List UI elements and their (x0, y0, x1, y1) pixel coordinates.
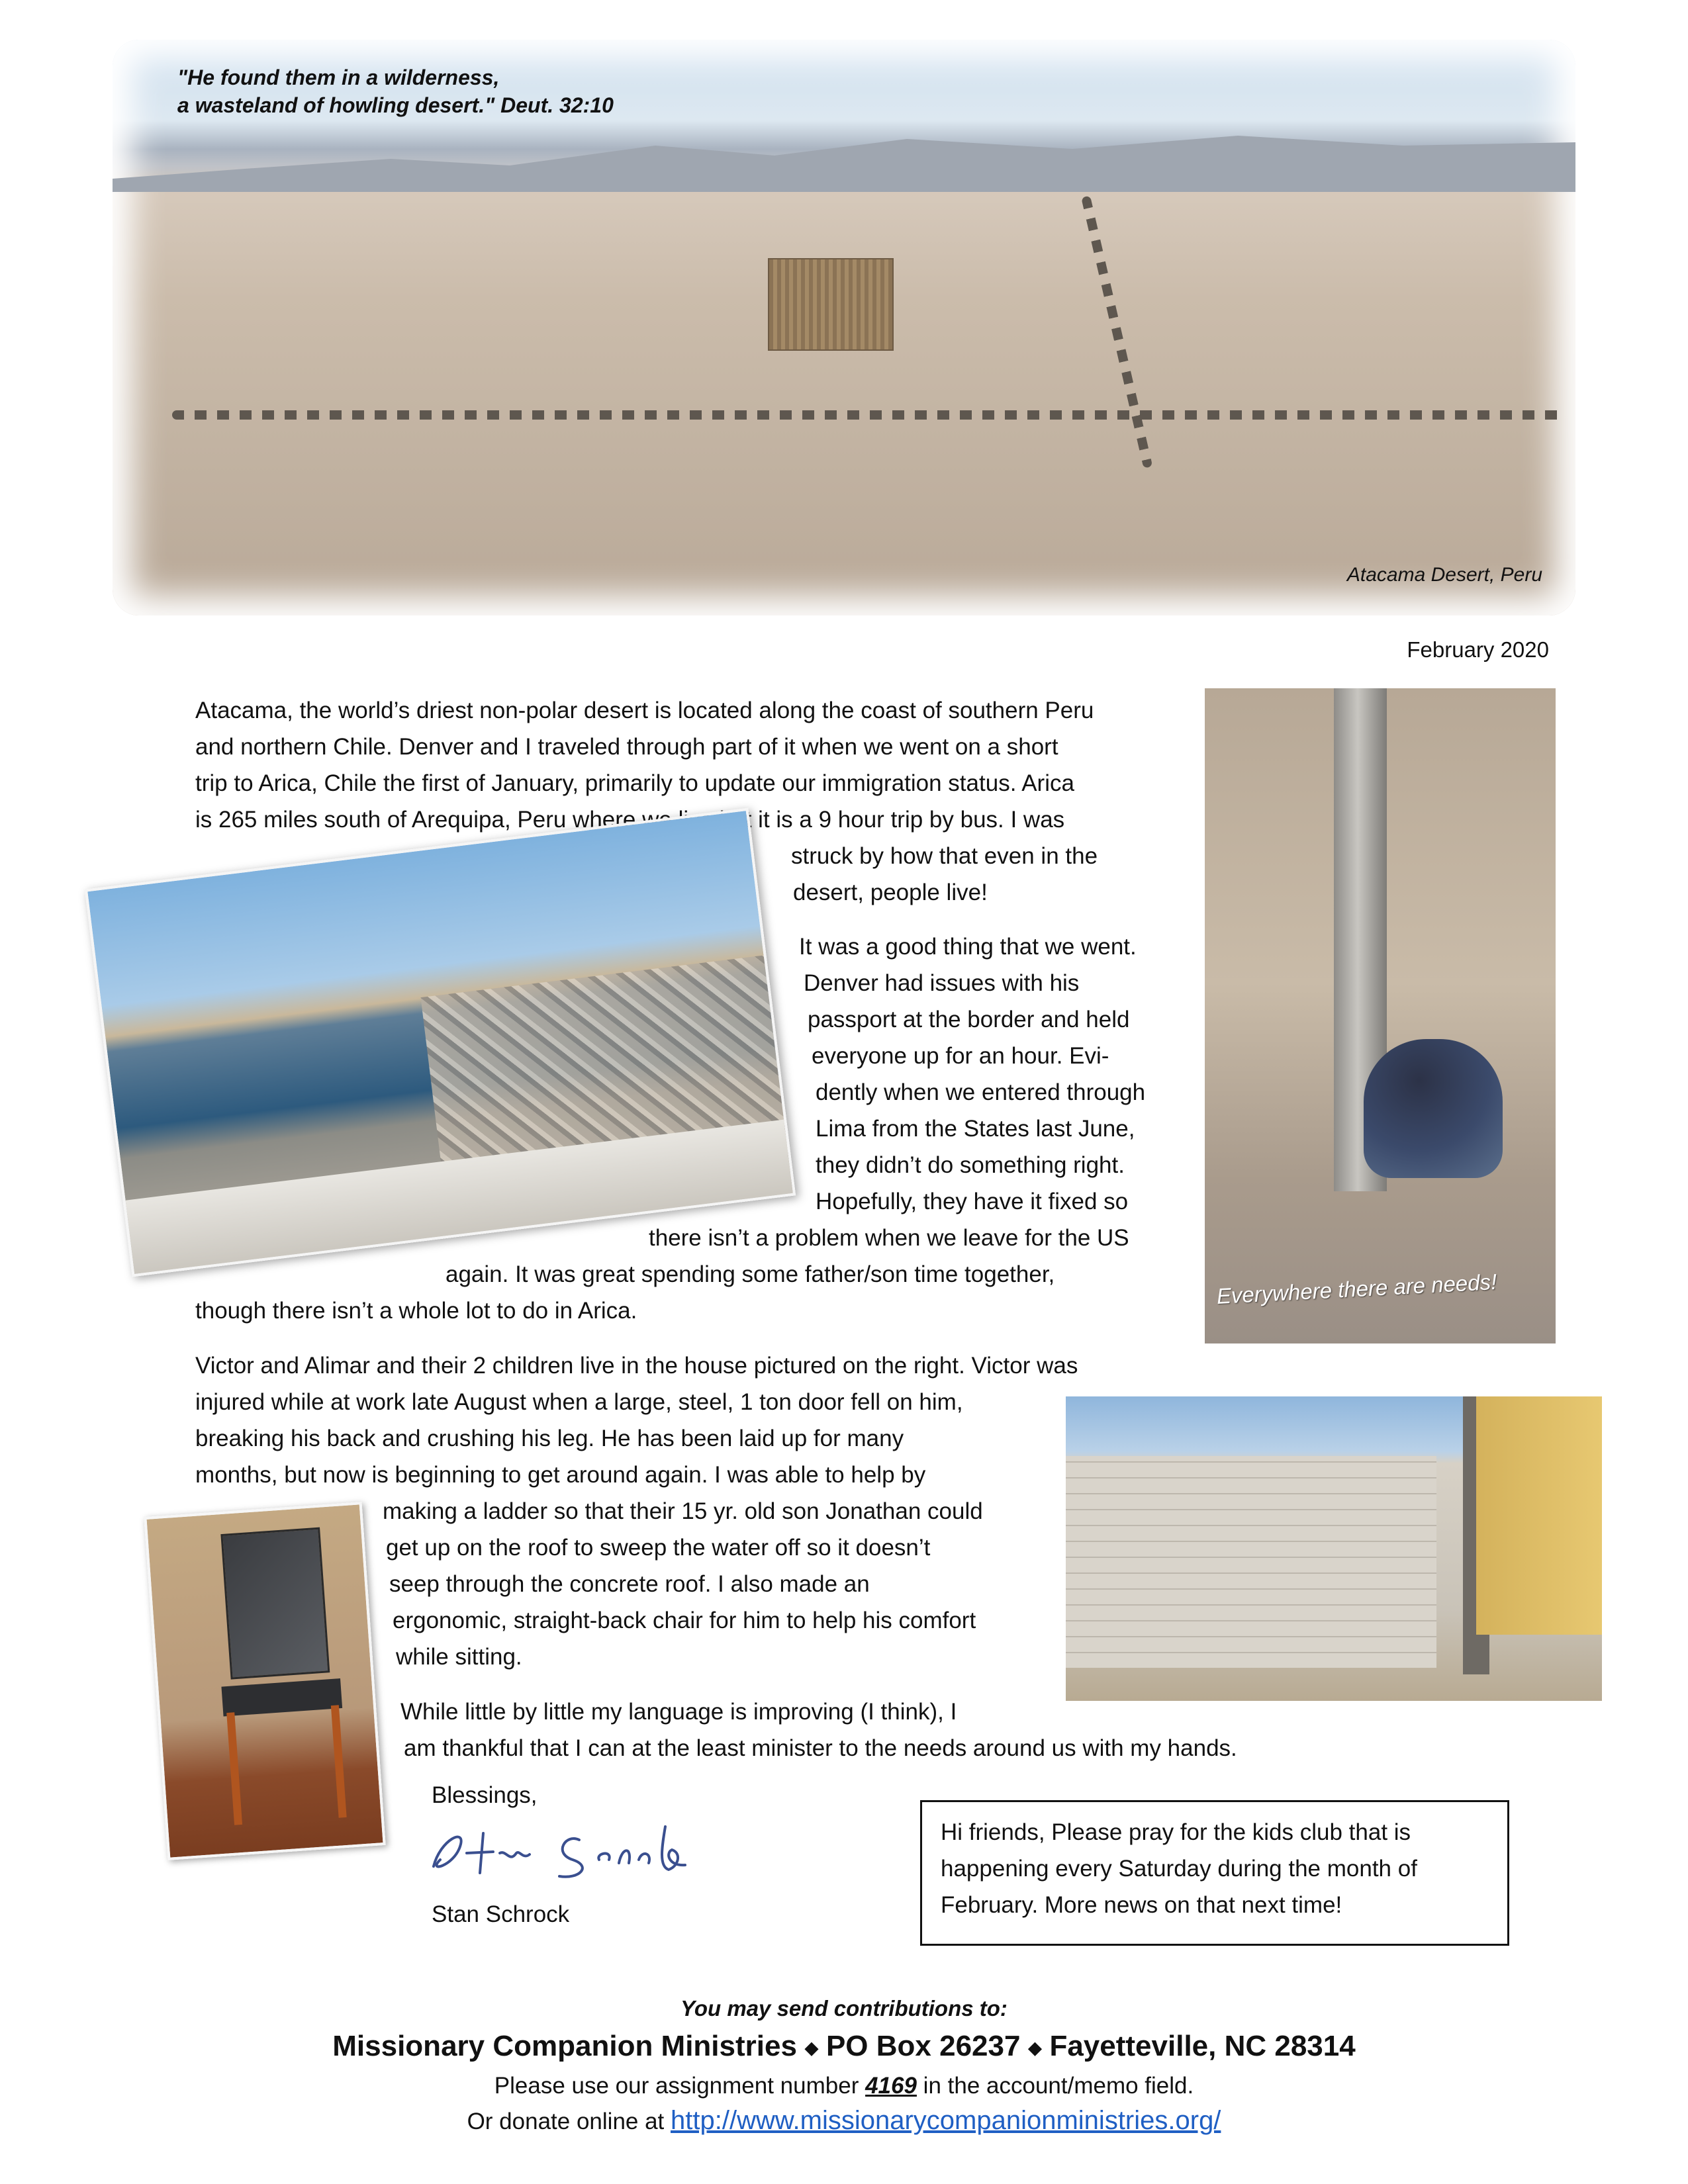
banner-caption: Atacama Desert, Peru (1346, 564, 1542, 586)
text-line: months, but now is beginning to get around again. I was able to help by (195, 1462, 926, 1488)
letter-date: February 2020 (1407, 637, 1549, 662)
text-line: while sitting. (396, 1644, 522, 1670)
contribution-footer (0, 1992, 1688, 2139)
desert-hut (768, 258, 894, 351)
text-line: breaking his back and crushing his leg. He has been laid up for many (195, 1426, 904, 1451)
prayer-line: Hi friends, Please pray for the kids club that is (941, 1819, 1411, 1845)
text-line: It was a good thing that we went. (799, 934, 1137, 960)
needs-photo-caption: Everywhere there are needs! (1216, 1269, 1498, 1308)
text-line: Atacama, the world’s driest non-polar desert is located along the coast of southern Peru (195, 698, 1094, 723)
text-line: seep through the concrete roof. I also made an (389, 1571, 870, 1597)
text-line: and northern Chile. Denver and I traveled through part of it when we went on a short (195, 734, 1058, 760)
donate-link[interactable]: http://www.missionarycompanionministries.org/ (671, 2106, 1221, 2136)
banner-photo (113, 40, 1575, 615)
victor-house-photo (1066, 1396, 1602, 1701)
text-line: though there isn’t a whole lot to do in Arica. (195, 1298, 637, 1324)
po-box: PO Box 26237 (825, 2030, 1021, 2062)
text-line: am thankful that I can at the least minister to the needs around us with my hands. (404, 1735, 1237, 1761)
text-line: everyone up for an hour. Evi- (812, 1043, 1109, 1069)
text-line: ergonomic, straight-back chair for him to help his comfort (393, 1608, 976, 1633)
text-line: Lima from the States last June, (816, 1116, 1135, 1142)
seated-person (1364, 1039, 1503, 1178)
stone-row (1081, 195, 1152, 468)
chair-legs (226, 1705, 346, 1825)
text-line: again. It was great spending some father/son time together, (445, 1261, 1055, 1287)
text-line: desert, people live! (793, 880, 988, 905)
text-line: Victor and Alimar and their 2 children live in the house pictured on the right. Victor was (195, 1353, 1078, 1379)
text-line: trip to Arica, Chile the first of January, primarily to update our immigration status. Arica (195, 770, 1074, 796)
quote-line: "He found them in a wilderness, (177, 66, 500, 89)
text-line: struck by how that even in the (791, 843, 1098, 869)
city-state-zip: Fayetteville, NC 28314 (1049, 2030, 1356, 2062)
assignment-text: Please use our assignment number (494, 2073, 866, 2099)
prayer-line: happening every Saturday during the month of (941, 1856, 1417, 1882)
signer-name: Stan Schrock (432, 1901, 570, 1927)
text-line: is 265 miles south of Arequipa, Peru where we live but it is a 9 hour trip by bus. I was (195, 807, 1065, 833)
yellow-building (1476, 1396, 1602, 1635)
mountain-range (113, 132, 1575, 192)
text-line: making a ladder so that their 15 yr. old son Jonathan could (383, 1498, 983, 1524)
scripture-quote (177, 64, 707, 119)
text-line: While little by little my language is improving (I think), I (400, 1699, 957, 1725)
footer-heading: You may send contributions to: (680, 1996, 1008, 2021)
footer-assignment-note (0, 2069, 1688, 2103)
text-line: Hopefully, they have it fixed so (816, 1189, 1129, 1214)
stone-row (172, 410, 1562, 420)
text-line: they didn’t do something right. (816, 1152, 1125, 1178)
arica-city-photo (85, 808, 796, 1277)
prayer-request-box (920, 1800, 1509, 1946)
chair-photo (144, 1502, 385, 1860)
footer-donate-online (0, 2103, 1688, 2139)
handwritten-signature (420, 1813, 712, 1886)
text-line: there isn’t a problem when we leave for the US (649, 1225, 1129, 1251)
prayer-line: February. More news on that next time! (941, 1892, 1342, 1918)
assignment-text: in the account/memo field. (916, 2073, 1194, 2099)
text-line: Denver had issues with his (804, 970, 1080, 996)
chair-back (220, 1527, 330, 1680)
brick-wall (1066, 1456, 1436, 1668)
closing-blessings: Blessings, (432, 1782, 538, 1808)
text-line: passport at the border and held (808, 1007, 1130, 1032)
text-line: injured while at work late August when a large, steel, 1 ton door fell on him, (195, 1389, 963, 1415)
text-line: dently when we entered through (816, 1079, 1146, 1105)
diamond-icon: ◆ (804, 2038, 818, 2058)
diamond-icon: ◆ (1028, 2038, 1042, 2058)
assignment-number: 4169 (865, 2073, 917, 2099)
org-name: Missionary Companion Ministries (332, 2030, 797, 2062)
quote-line: a wasteland of howling desert." Deut. 32:10 (177, 93, 614, 117)
needs-photo (1205, 688, 1556, 1343)
donate-text: Or donate online at (467, 2109, 671, 2135)
text-line: get up on the roof to sweep the water off so it doesn’t (386, 1535, 931, 1561)
footer-address (0, 2025, 1688, 2069)
